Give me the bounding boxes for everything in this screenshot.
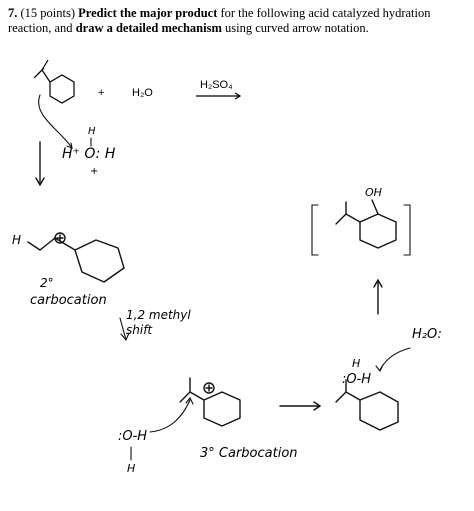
hydronium-label: H⁺ O: H — [62, 146, 116, 162]
h-left-label: H — [12, 233, 22, 247]
h-bottom-label: H — [127, 462, 136, 475]
question-text-1: for the following acid catalyzed hydration reaction, and — [8, 6, 431, 35]
catalyst-label: H₂SO₄ — [200, 79, 233, 91]
question-text-2: using curved arrow notation. — [225, 21, 369, 35]
curved-arrow-icon — [39, 95, 72, 148]
reaction-arrow-icon — [196, 93, 240, 99]
oxonium-h-label: H — [352, 357, 361, 370]
h-top-label: H — [88, 126, 96, 137]
water-label: H₂O: — [412, 327, 442, 342]
question-bold-1: Predict the major product — [78, 6, 218, 20]
shift-label: 1,2 methyl shift — [126, 308, 191, 337]
final-product — [312, 200, 410, 255]
tertiary-label: 3° Carbocation — [200, 446, 298, 461]
oh-label: OH — [365, 186, 382, 199]
plus-below-label: + — [90, 166, 99, 177]
plus-sign: + — [98, 87, 105, 99]
secondary-carbocation — [28, 233, 124, 282]
secondary-label: 2° — [40, 276, 54, 290]
carbocation-label: carbocation — [30, 293, 107, 308]
oxonium-label: :O-H — [342, 372, 372, 387]
question-points: (15 points) — [20, 6, 76, 20]
question-bold-2: draw a detailed mechanism — [75, 21, 222, 35]
water-bottom-label: :O-H — [118, 429, 148, 444]
question-number: 7. — [8, 6, 18, 20]
oxonium-intermediate — [336, 380, 398, 430]
water-reagent: H₂O — [132, 87, 153, 99]
